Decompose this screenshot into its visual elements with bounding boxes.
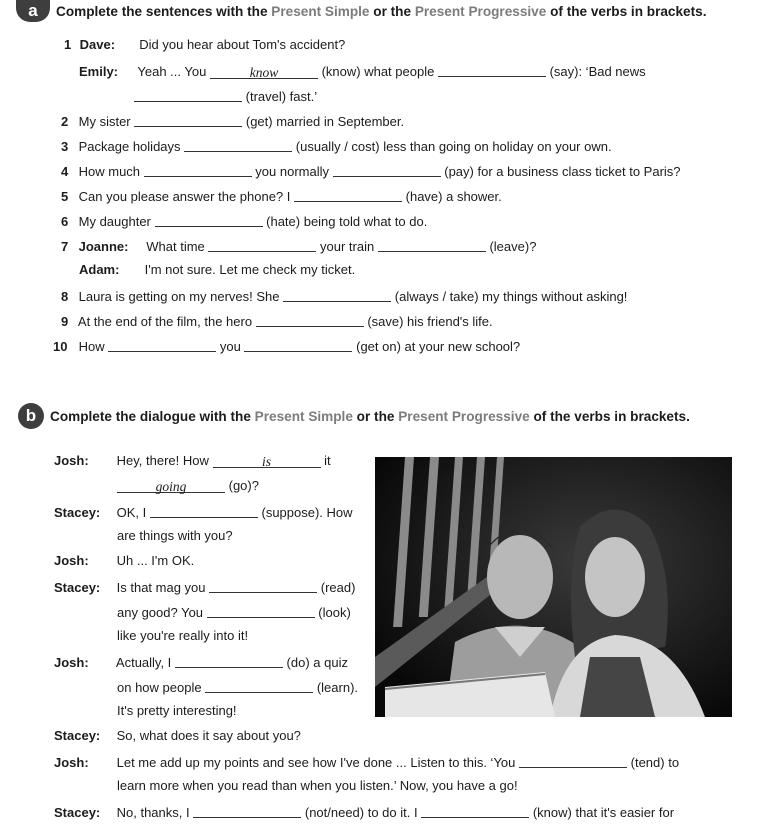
answer-blank[interactable]	[175, 654, 283, 668]
teens-reading-illustration	[375, 457, 732, 717]
exercise-a-line-8: 8 Laura is getting on my nerves! She (always / take) my things without asking!	[61, 289, 628, 304]
answer-blank[interactable]	[333, 163, 441, 177]
dialogue-line: Josh: Uh ... I'm OK.	[54, 553, 195, 568]
dialogue-line: Stacey: No, thanks, I (not/need) to do it. I (know) that it's easier for	[54, 805, 675, 820]
section-b-instructions: Complete the dialogue with the Present Simple or the Present Progressive of the verbs in brackets.	[50, 409, 690, 424]
section-b-letter: b	[25, 406, 37, 425]
answer-blank[interactable]: know	[210, 65, 318, 79]
exercise-a-line-3: 3 Package holidays (usually / cost) less than going on holiday on your own.	[61, 139, 612, 154]
answer-blank[interactable]	[519, 754, 627, 768]
exercise-a-line-2: 2 My sister (get) married in September.	[61, 114, 405, 129]
exercise-a-line-1c: (travel) fast.’	[134, 87, 317, 104]
section-a-letter: a	[28, 1, 38, 20]
answer-blank[interactable]	[144, 163, 252, 177]
answer-blank[interactable]	[150, 504, 258, 518]
answer-blank[interactable]	[134, 88, 242, 102]
section-a-badge	[16, 0, 50, 22]
dialogue-line: Josh: Let me add up my points and see how I've done ... Listen to this. ‘You (tend) to	[54, 755, 680, 770]
answer-blank[interactable]	[378, 238, 486, 252]
exercise-a-line-9: 9 At the end of the film, the hero (save) his friend's life.	[61, 314, 493, 329]
exercise-a-line-1: 1 Dave: Did you hear about Tom's accident?	[64, 37, 346, 52]
exercise-a-line-7b: Adam: I'm not sure. Let me check my ticket.	[79, 262, 356, 277]
answer-blank[interactable]	[421, 804, 529, 818]
exercise-a-line-5: 5 Can you please answer the phone? I (have) a shower.	[61, 189, 502, 204]
section-b-badge	[18, 403, 44, 429]
section-a-instructions: Complete the sentences with the Present Simple or the Present Progressive of the verbs in brackets.	[56, 4, 707, 19]
answer-blank[interactable]: going	[117, 479, 225, 493]
dialogue-line: Stacey: OK, I (suppose). How	[54, 505, 353, 520]
answer-blank[interactable]: is	[213, 454, 321, 468]
answer-blank[interactable]	[208, 238, 316, 252]
answer-blank[interactable]	[256, 313, 364, 327]
dialogue-line: any good? You (look)	[117, 605, 351, 620]
exercise-a-line-6: 6 My daughter (hate) being told what to do.	[61, 214, 428, 229]
teens-reading-photo	[375, 457, 732, 717]
answer-blank[interactable]	[155, 213, 263, 227]
dialogue-line: are things with you?	[117, 528, 233, 543]
dialogue-line: Stacey: So, what does it say about you?	[54, 728, 301, 743]
exercise-a-line-4: 4 How much you normally (pay) for a business class ticket to Paris?	[61, 164, 681, 179]
dialogue-line: going (go)?	[117, 478, 259, 493]
answer-blank[interactable]	[438, 63, 546, 77]
dialogue-line: Josh: Actually, I (do) a quiz	[54, 655, 348, 670]
answer-blank[interactable]	[207, 604, 315, 618]
exercise-a-line-10: 10 How you (get on) at your new school?	[53, 339, 521, 354]
answer-blank[interactable]	[283, 288, 391, 302]
exercise-a-line-7: 7 Joanne: What time your train (leave)?	[61, 239, 537, 254]
answer-blank[interactable]	[294, 188, 402, 202]
dialogue-line: on how people (learn).	[117, 680, 359, 695]
answer-blank[interactable]	[184, 138, 292, 152]
dialogue-line: It's pretty interesting!	[117, 703, 237, 718]
answer-blank[interactable]	[205, 679, 313, 693]
answer-blank[interactable]	[209, 579, 317, 593]
answer-blank[interactable]	[108, 338, 216, 352]
dialogue-line: like you're really into it!	[117, 628, 249, 643]
answer-blank[interactable]	[244, 338, 352, 352]
dialogue-line: Stacey: Is that mag you (read)	[54, 580, 356, 595]
answer-blank[interactable]	[134, 113, 242, 127]
dialogue-line: learn more when you read than when you listen.’ Now, you have a go!	[117, 778, 518, 793]
dialogue-line: Josh: Hey, there! How is it	[54, 453, 331, 469]
exercise-a-line-1b: Emily: Yeah ... You know (know) what people (say): ‘Bad news	[79, 64, 646, 80]
answer-blank[interactable]	[193, 804, 301, 818]
